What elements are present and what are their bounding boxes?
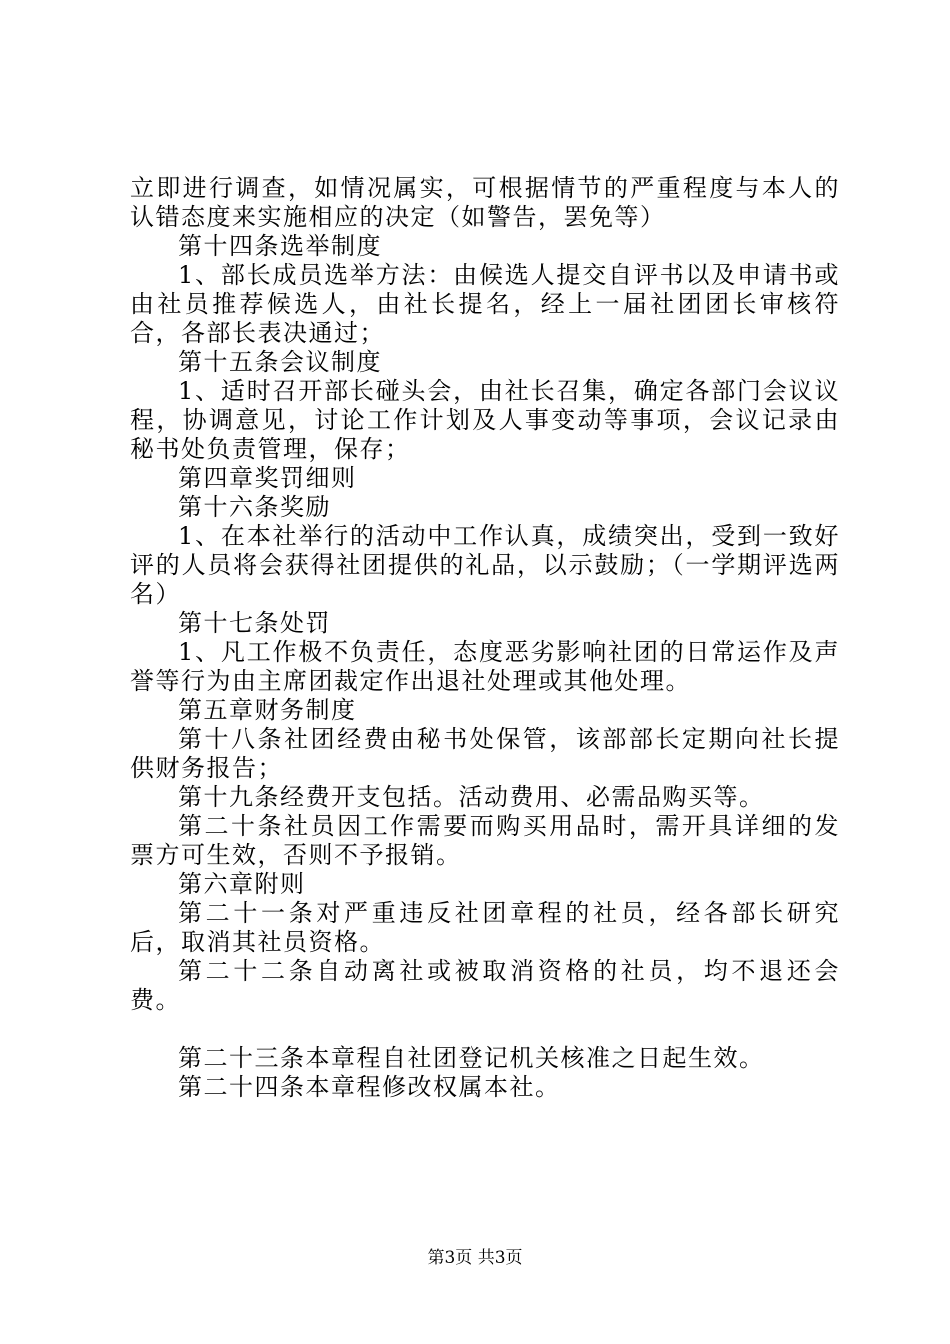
article-17-clause-1: 1、凡工作极不负责任，态度恶劣影响社团的日常运作及声誉等行为由主席团裁定作出退社处理或其他处理。	[130, 638, 840, 695]
chapter-4-heading: 第四章奖罚细则	[178, 464, 357, 492]
chapter-6-heading: 第六章附则	[178, 870, 306, 898]
blank-line	[130, 1015, 840, 1044]
article-16-clause-1: 1、在本社举行的活动中工作认真，成绩突出，受到一致好评的人员将会获得社团提供的礼品，以示鼓励；（一学期评选两名）	[130, 522, 840, 608]
article-14-clause-1: 1、部长成员选举方法：由候选人提交自评书以及申请书或由社员推荐候选人，由社长提名，经上一届社团团长审核符合，各部长表决通过；	[130, 261, 840, 347]
paragraph-continuation: 立即进行调查，如情况属实，可根据情节的严重程度与本人的认错态度来实施相应的决定（如警告，罢免等）	[130, 174, 840, 231]
chapter-5-heading: 第五章财务制度	[178, 696, 357, 724]
article-15-clause-1: 1、适时召开部长碰头会，由社长召集，确定各部门会议议程，协调意见，讨论工作计划及人事变动等事项，会议记录由秘书处负责管理，保存；	[130, 377, 840, 463]
article-24: 第二十四条本章程修改权属本社。	[178, 1073, 561, 1101]
article-23: 第二十三条本章程自社团登记机关核准之日起生效。	[178, 1044, 765, 1072]
article-14-heading: 第十四条选举制度	[178, 232, 382, 260]
article-17-heading: 第十七条处罚	[178, 609, 331, 637]
article-18: 第十八条社团经费由秘书处保管，该部部长定期向社长提供财务报告；	[130, 725, 840, 782]
article-16-heading: 第十六条奖励	[178, 493, 331, 521]
article-19: 第十九条经费开支包括。活动费用、必需品购买等。	[178, 783, 765, 811]
document-body	[130, 174, 840, 1102]
article-20: 第二十条社员因工作需要而购买用品时，需开具详细的发票方可生效，否则不予报销。	[130, 812, 840, 869]
article-22: 第二十二条自动离社或被取消资格的社员，均不退还会费。	[130, 957, 840, 1014]
article-15-heading: 第十五条会议制度	[178, 348, 382, 376]
article-21: 第二十一条对严重违反社团章程的社员，经各部长研究后，取消其社员资格。	[130, 899, 840, 956]
page-number-footer: 第3页 共3页	[427, 1248, 523, 1268]
